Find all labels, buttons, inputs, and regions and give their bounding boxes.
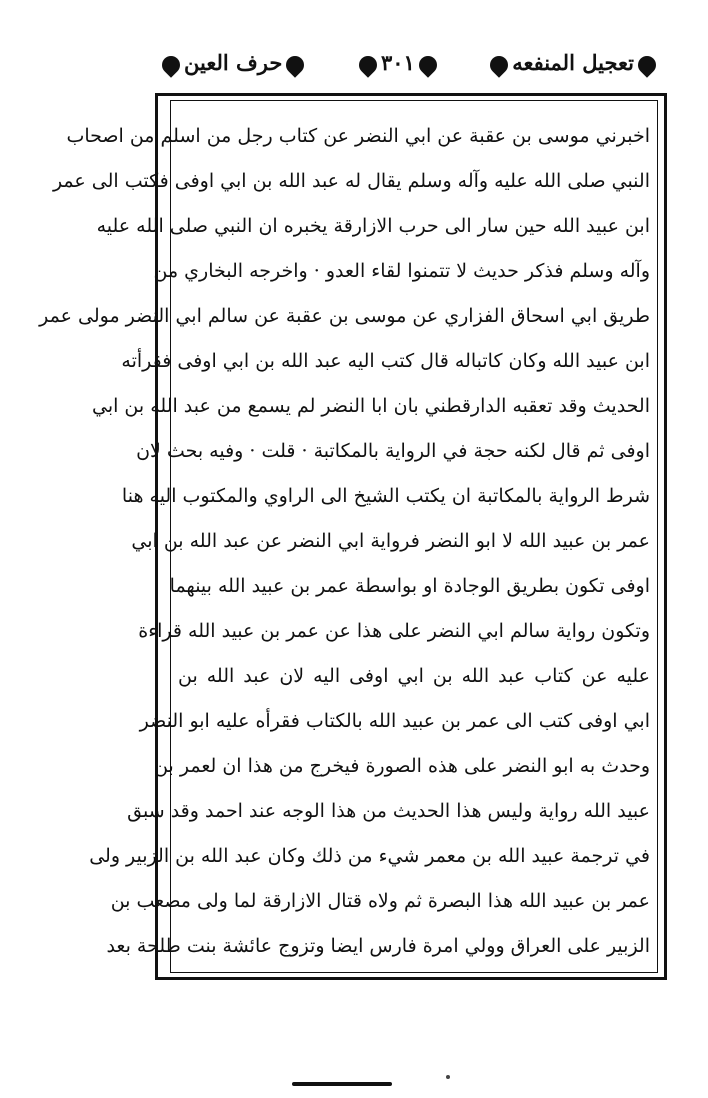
text-line: اخبرني موسى بن عقبة عن ابي النضر عن كتاب رجل من اسلم من اصحاب [66, 125, 650, 147]
ornament-icon [415, 52, 440, 77]
text-line: اوفى ثم قال لكنه حجة في الرواية بالمكاتبة · قلت · وفيه بحث لان [136, 440, 650, 462]
text-line: عبيد الله رواية وليس هذا الحديث من هذا الوجه عند احمد وقد سبق [127, 800, 650, 822]
page-header [150, 40, 670, 90]
text-line: عليه عن كتاب عبد الله بن ابي اوفى اليه لان عبد الله بن [178, 665, 650, 687]
ornament-icon [486, 52, 511, 77]
page-number: ٣٠١ [381, 50, 415, 75]
text-line: وآله وسلم فذكر حديث لا تتمنوا لقاء العدو · واخرجه البخاري من [153, 260, 650, 282]
text-line: ابي اوفى كتب الى عمر بن عبيد الله بالكتاب فقرأه عليه ابو النضر [139, 710, 650, 732]
page-number-header [355, 50, 441, 75]
text-line: شرط الرواية بالمكاتبة ان يكتب الشيخ الى الراوي والمكتوب اليه هنا [121, 485, 650, 507]
text-line: طريق ابي اسحاق الفزاري عن موسى بن عقبة عن سالم ابي النضر مولى عمر [39, 305, 650, 327]
bottom-dot [446, 1075, 450, 1079]
ornament-icon [283, 52, 308, 77]
text-line: ابن عبيد الله حين سار الى حرب الازارقة يخبره ان النبي صلى الله عليه [96, 215, 650, 237]
text-line: اوفى تكون بطريق الوجادة او بواسطة عمر بن عبيد الله بينهما [169, 575, 650, 597]
text-line: عمر بن عبيد الله لا ابو النضر فرواية ابي النضر عن عبد الله بن ابي [131, 530, 650, 552]
book-title-header [486, 50, 660, 75]
text-line: ابن عبيد الله وكان كاتباله قال كتب اليه عبد الله بن ابي اوفى فقرأته [121, 350, 650, 372]
section-title: حرف العين [184, 50, 283, 75]
text-line: الزبير على العراق وولي امرة فارس ايضا وتزوج عائشة بنت طلحة بعد [106, 935, 650, 957]
text-line: وحدث به ابو النضر على هذه الصورة فيخرج من هذا ان لعمر بن [154, 755, 650, 777]
ornament-icon [634, 52, 659, 77]
bottom-decorative-rule [292, 1082, 392, 1086]
text-line: في ترجمة عبيد الله بن معمر شيء من ذلك وكان عبد الله بن الزبير ولى [89, 845, 650, 867]
section-header [158, 50, 308, 75]
main-text [39, 108, 650, 968]
text-line: النبي صلى الله عليه وآله وسلم يقال له عبد الله بن ابي اوفى فكتب الى عمر [52, 170, 650, 192]
text-line: الحديث وقد تعقبه الدارقطني بان ابا النضر لم يسمع من عبد الله بن ابي [91, 395, 650, 417]
text-line: وتكون رواية سالم ابي النضر على هذا عن عمر بن عبيد الله قراءة [138, 620, 650, 642]
ornament-icon [158, 52, 183, 77]
text-line: عمر بن عبيد الله هذا البصرة ثم ولاه قتال الازارقة لما ولى مصعب بن [110, 890, 650, 912]
ornament-icon [355, 52, 380, 77]
book-title: تعجيل المنفعه [512, 50, 634, 75]
